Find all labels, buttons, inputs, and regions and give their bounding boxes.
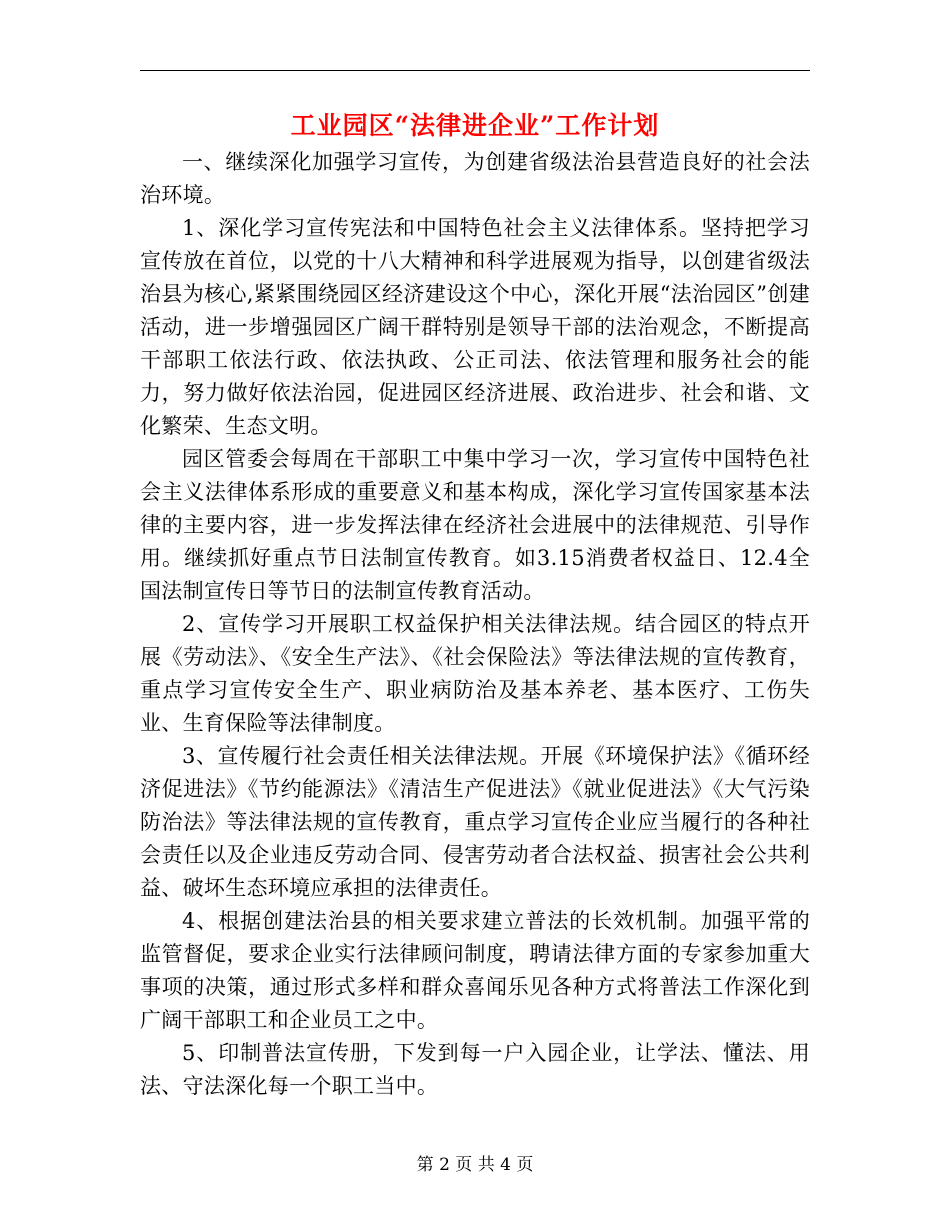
document-body [140,146,810,1103]
paragraph-item-4: 4、根据创建法治县的相关要求建立普法的长效机制。加强平常的监管督促，要求企业实行法律顾问制度，聘请法律方面的专家参加重大事项的决策，通过形式多样和群众喜闻乐见各种方式将普法工作深化到广阔干部职工和企业员工之中。 [140,909,810,1032]
paragraph-item-5: 5、印制普法宣传册，下发到每一户入园企业，让学法、懂法、用法、守法深化每一个职工当中。 [140,1041,810,1098]
paragraph-item-2: 2、宣传学习开展职工权益保护相关法律法规。结合园区的特点开展《劳动法》、《安全生产法》、《社会保险法》等法律法规的宣传教育，重点学习宣传安全生产、职业病防治及基本养老、基本医疗、工伤失业、生育保险等法律制度。 [140,612,810,735]
document-title: 工业园区“法律进企业”工作计划 [290,111,660,140]
paragraph-item-3: 3、宣传履行社会责任相关法律法规。开展《环境保护法》《循环经济促进法》《节约能源法》《清洁生产促进法》《就业促进法》《大气污染防治法》等法律法规的宣传教育，重点学习宣传企业应当履行的各种社会责任以及企业违反劳动合同、侵害劳动者合法权益、损害社会公共利益、破坏生态环境应承担的法律责任。 [140,744,810,900]
paragraph-section-heading: 一、继续深化加强学习宣传，为创建省级法治县营造良好的社会法治环境。 [140,150,810,207]
paragraph-weekly-study: 园区管委会每周在干部职工中集中学习一次，学习宣传中国特色社会主义法律体系形成的重要意义和基本构成，深化学习宣传国家基本法律的主要内容，进一步发挥法律在经济社会进展中的法律规范、引导作用。继续抓好重点节日法制宣传教育。如3.15消费者权益日、12.4全国法制宣传日等节日的法制宣传教育活动。 [140,447,810,603]
page-number-footer: 第 2 页 共 4 页 [416,1155,534,1175]
header-rule [140,70,810,71]
paragraph-item-1: 1、深化学习宣传宪法和中国特色社会主义法律体系。坚持把学习宣传放在首位，以党的十八大精神和科学进展观为指导，以创建省级法治县为核心,紧紧围绕园区经济建设这个中心，深化开展“法治园区”创建活动，进一步增强园区广阔干群特别是领导干部的法治观念，不断提高干部职工依法行政、依法执政、公正司法、依法管理和服务社会的能力，努力做好依法治园，促进园区经济进展、政治进步、社会和谐、文化繁荣、生态文明。 [140,216,810,438]
